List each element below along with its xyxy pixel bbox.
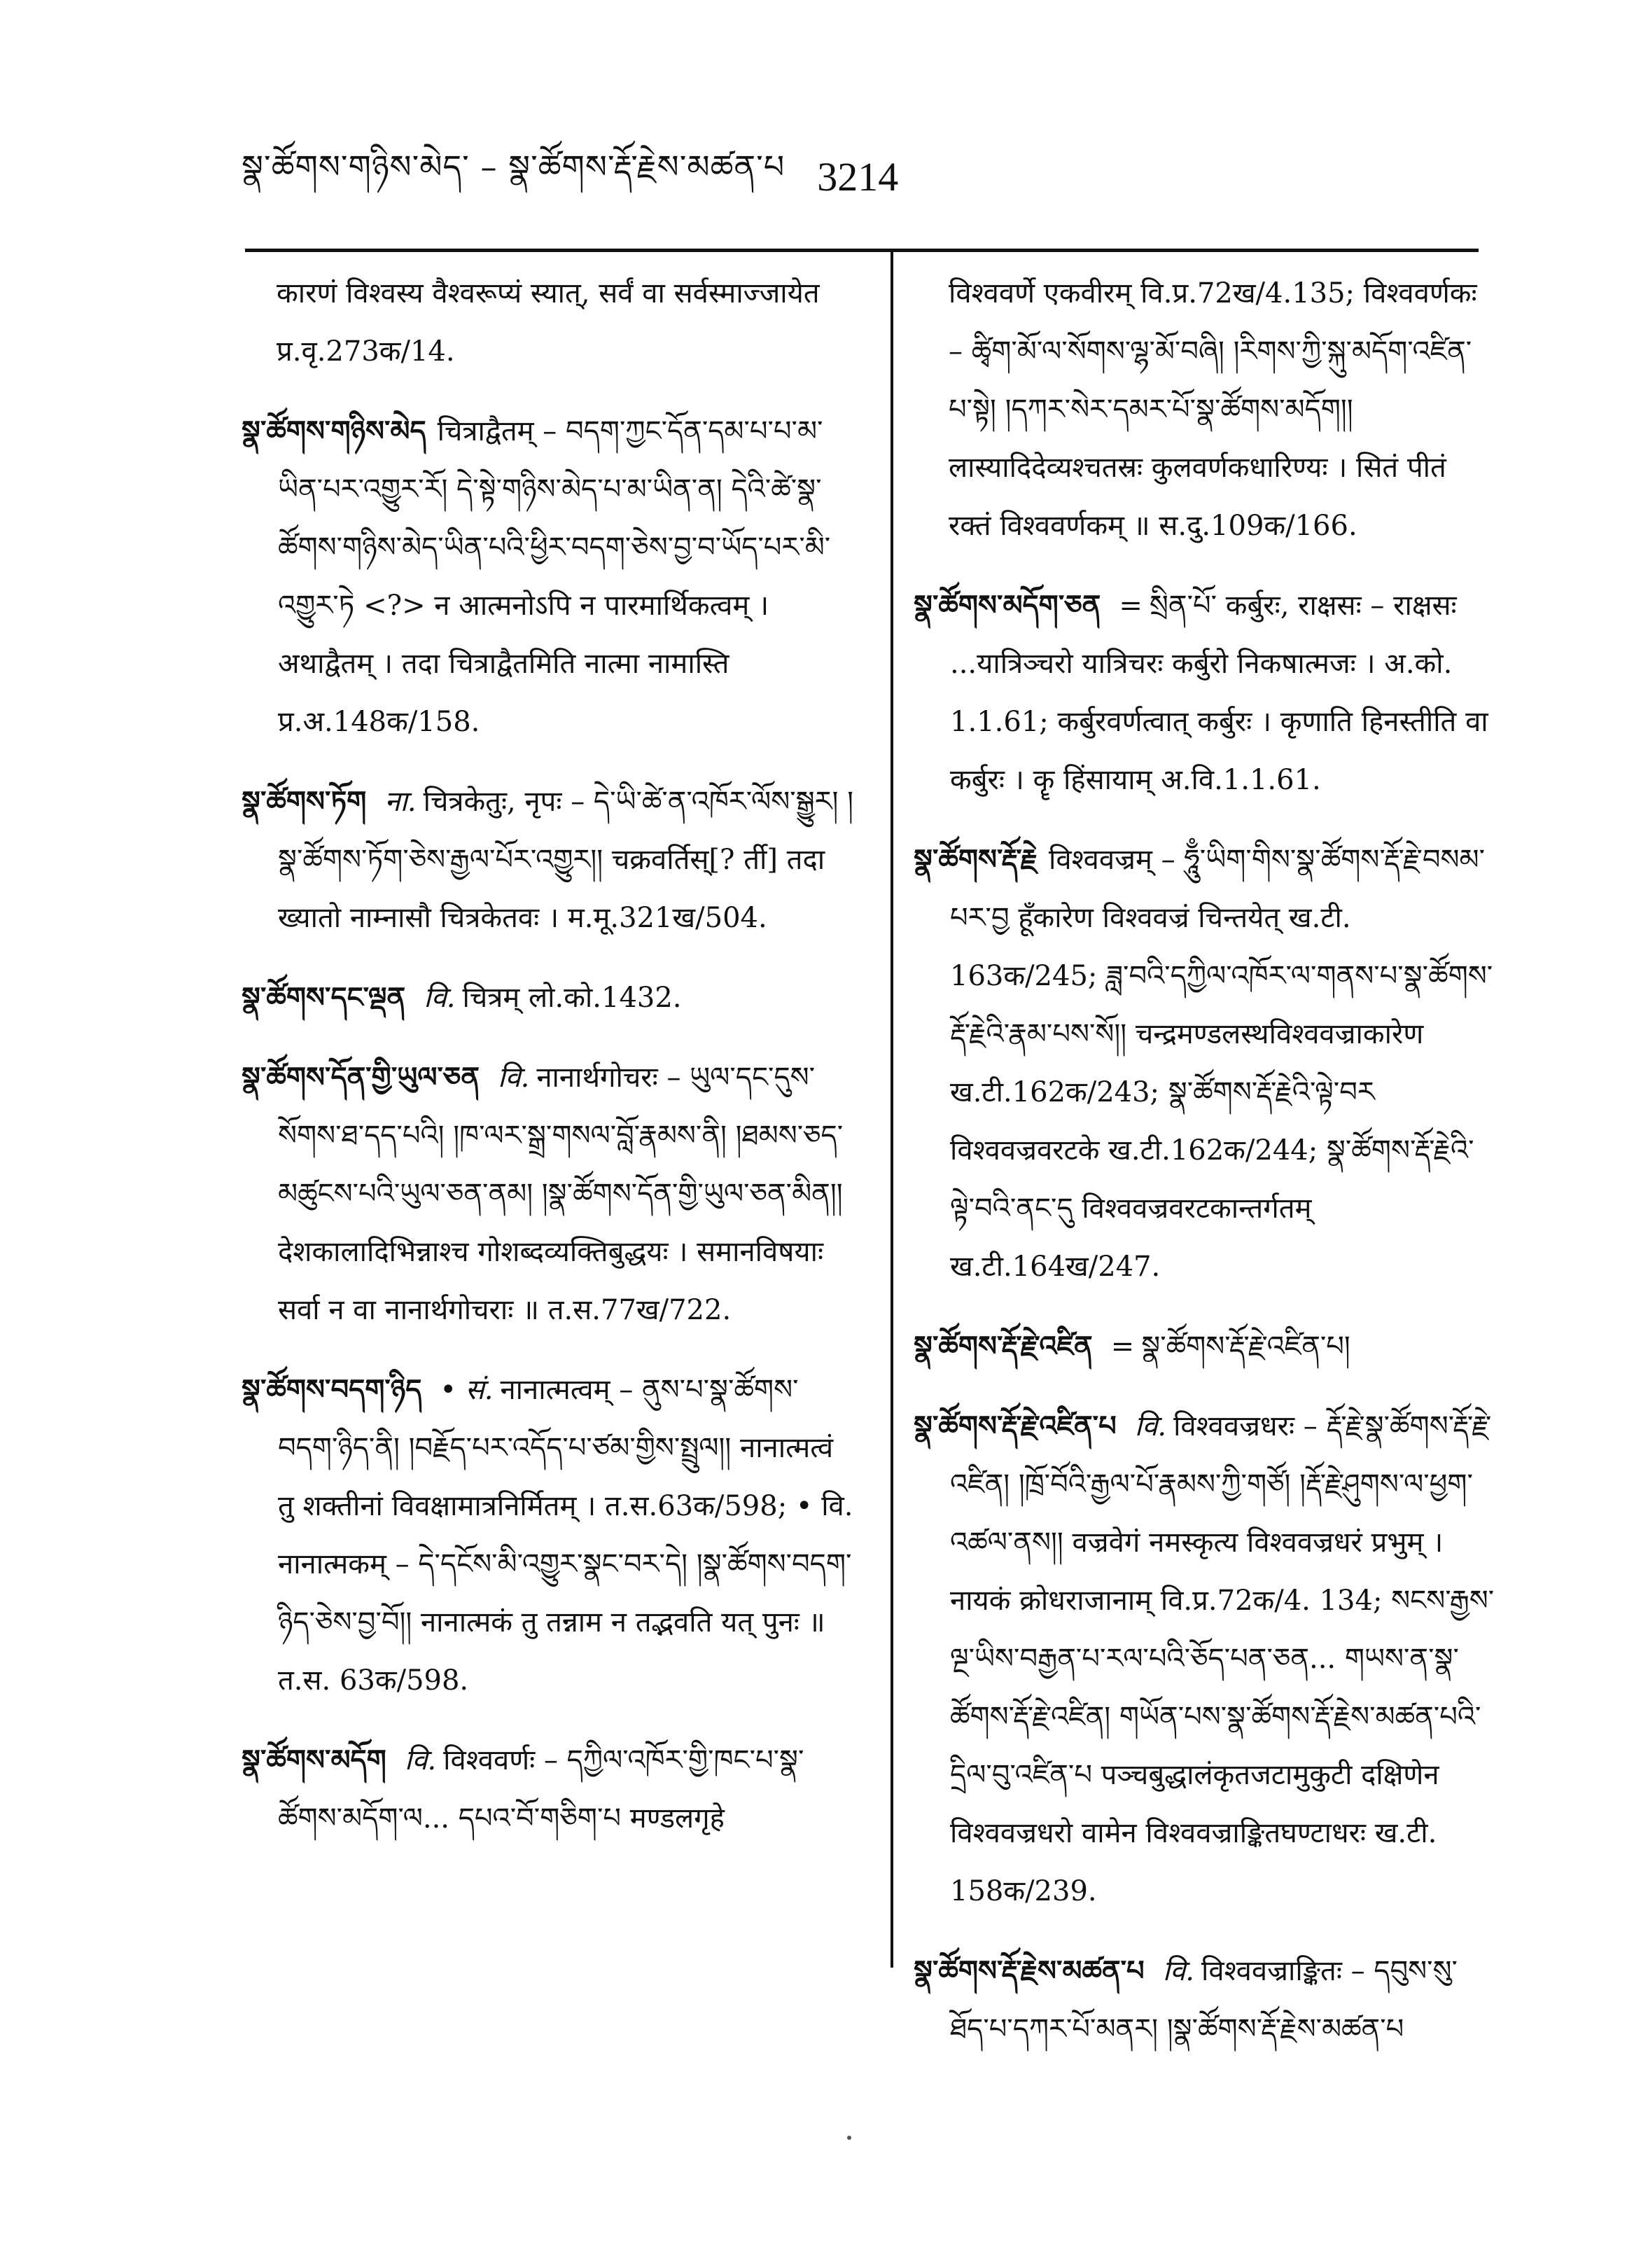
entry-definition: विश्ववर्णः – དཀྱིལ་འཁོར་གྱི་ཁང་པ་སྣ་ཚོགས་མདོག་ལ... དཔའ་བོ་གཅིག་པ मण्डलगृहे <box>278 1744 804 1835</box>
headword: སྣ་ཚོགས་གཉིས་མེད <box>242 415 426 447</box>
entry-definition: སྲིན་པོ་ कर्बुरः, राक्षसः – राक्षसः ...यात्रिञ्चरो यात्रिचरः कर्बुरो निकषात्मजः । अ.को. 1.1.61; कर्बुरवर्णत्वात् कर्बुरः । कृणाति हिनस्तीति वा कर्बुरः । कॄ हिंसायाम् अ.वि.1.1.61. <box>950 590 1488 796</box>
dictionary-entry <box>914 830 1495 1296</box>
header-rule <box>245 249 1479 252</box>
entry-definition: कारणं विश्वस्य वैश्वरूप्यं स्यात्, सर्वं वा सर्वस्माज्जायेत प्र.वृ.273क/14. <box>277 277 820 368</box>
headword: སྣ་ཚོགས་རྡོ་རྗེ་འཛིན <box>914 1330 1093 1363</box>
dictionary-entry <box>242 265 858 381</box>
headword: སྣ་ཚོགས་ཏོག <box>242 785 367 818</box>
dictionary-entry <box>914 576 1495 809</box>
headword: སྣ་ཚོགས་མདོག་ཅན <box>914 589 1101 622</box>
headword: སྣ་ཚོགས་བདག་ཉིད <box>242 1373 422 1406</box>
headword: སྣ་ཚོགས་དོན་གྱི་ཡུལ་ཅན <box>242 1061 480 1094</box>
entry-definition: चित्रम् लो.को.1432. <box>462 982 682 1014</box>
grammar-label: ना. <box>384 786 417 818</box>
grammar-label: = <box>1110 1330 1135 1363</box>
entry-definition: नानात्मत्वम् – ནུས་པ་སྣ་ཚོགས་བདག་ཉིད་ནི། །བརྗོད་པར་འདོད་པ་ཙམ་གྱིས་སྤྲུལ།། नानात्मत्वं तु शक्तीनां विवक्षामात्रनिर्मितम् । त.स.63क/598; • वि. नानात्मकम् – དེ་དངོས་མི་འགྱུར་སྣང་བར་དེ། །སྣ་ཚོགས་བདག་ཉིད་ཅེས་བྱ་བོ།། नानात्मकं तु तन्नाम न तद्भवति यत् पुनः ॥ त.स. 63क/598. <box>278 1374 853 1697</box>
entry-definition: चित्रकेतुः, नृपः – དེ་ཡི་ཚེ་ན་འཁོར་ལོས་སྒྱུར། །སྣ་ཚོགས་ཏོག་ཅེས་རྒྱལ་པོར་འགྱུར།། चक्रवर्तिस्[? र्ती] तदा ख्यातो नाम्नासौ चित्रकेतवः । म.मू.321ख/504. <box>278 786 853 934</box>
entry-definition: चित्राद्वैतम् – བདག་ཀྱང་དོན་དམ་པ་པ་མ་ཡིན་པར་འགྱུར་རོ། དེ་སྟེ་གཉིས་མེད་པ་མ་ཡིན་ན། དེའི་ཚེ་སྣ་ཚོགས་གཉིས་མེད་ཡིན་པའི་ཕྱིར་བདག་ཅེས་བྱ་བ་ཡོད་པར་མི་འགྱུར་ཏེ <?> न आत्मनोऽपि न पारमार्थिकत्वम् । अथाद्वैतम् । तदा चित्राद्वैतमिति नात्मा नामास्ति प्र.अ.148क/158. <box>278 415 831 738</box>
dictionary-entry <box>914 1317 1495 1376</box>
entry-definition: नानार्थगोचरः – ཡུལ་དང་དུས་སོགས་ཐ་དད་པའི། །ཁ་ལར་སྒྲ་གསལ་བློ་རྣམས་ནི། །ཐམས་ཅད་མཚུངས་པའི་ཡུལ་ཅན་ནམ། །སྣ་ཚོགས་དོན་གྱི་ཡུལ་ཅན་མིན།། देशकालादिभिन्नाश्च गोशब्दव्यक्तिबुद्धयः । समानविषयाः सर्वा न वा नानार्थगोचराः ॥ त.स.77ख/722. <box>278 1062 844 1326</box>
running-head-words: སྣ་ཚོགས་གཉིས་མེད་ – སྣ་ཚོགས་རྡོ་རྗེས་མཚན་པ <box>242 147 785 186</box>
grammar-label: वि. <box>424 982 456 1014</box>
column-divider <box>891 252 893 1968</box>
dictionary-entry <box>242 968 858 1027</box>
dictionary-entry <box>242 402 858 751</box>
right-column <box>914 265 1495 2080</box>
entry-definition: विश्ववज्रधरः – རྡོ་རྗེ་སྣ་ཚོགས་རྡོ་རྗེ་འཛིན། །ཁྲོ་བོའི་རྒྱལ་པོ་རྣམས་ཀྱི་གཙོ། །རྡོ་རྗེ་ཤུགས་ལ་ཕྱག་འཚལ་ནས།། वज्रवेगं नमस्कृत्य विश्ववज्रधरं प्रभुम् । नायकं क्रोधराजानाम् वि.प्र.72क/4. 134; སངས་རྒྱས་ལྔ་ཡིས་བརྒྱན་པ་རལ་པའི་ཅོད་པན་ཅན... གཡས་ན་སྣ་ཚོགས་རྡོ་རྗེ་འཛིན། གཡོན་པས་སྣ་ཚོགས་རྡོ་རྗེས་མཚན་པའི་དྲིལ་བུ་འཛིན་པ पञ्चबुद्धालंकृतजटामुकुटी दक्षिणेन विश्ववज्रधरो वामेन विश्ववज्राङ्कितघण्टाधरः ख.टी. 158क/239. <box>950 1410 1495 1907</box>
dictionary-entry <box>242 1731 858 1848</box>
running-head <box>242 148 942 204</box>
grammar-label: वि. <box>498 1062 530 1094</box>
headword: སྣ་ཚོགས་དང་ལྡན <box>242 981 406 1014</box>
dictionary-entry <box>242 1361 858 1710</box>
entry-definition: विश्ववज्रम् – ཧཱུྃ་ཡིག་གིས་སྣ་ཚོགས་རྡོ་རྗེ་བསམ་པར་བྱ हूँकारेण विश्ववज्रं चिन्तयेत् ख.टी. 163क/245; ཟླ་བའི་དཀྱིལ་འཁོར་ལ་གནས་པ་སྣ་ཚོགས་རྡོ་རྗེའི་རྣམ་པས་སོ།། चन्द्रमण्डलस्थविश्ववज्राकारेण ख.टी.162क/243; སྣ་ཚོགས་རྡོ་རྗེའི་ལྟེ་བར विश्ववज्रवरटके ख.टी.162क/244; སྣ་ཚོགས་རྡོ་རྗེའི་ལྟེ་བའི་ནང་དུ विश्ववज्रवरटकान्तर्गतम् ख.टी.164ख/247. <box>950 844 1493 1283</box>
dictionary-entry <box>242 1048 858 1340</box>
dictionary-entry <box>914 1397 1495 1921</box>
grammar-label: वि. <box>404 1744 437 1776</box>
page-number: 3214 <box>817 153 899 200</box>
dictionary-entry <box>914 1942 1495 2059</box>
entry-definition: विश्ववर्णे एकवीरम् वि.प्र.72ख/4.135; विश्ववर्णकः – ཚྭིག་མོ་ལ་སོགས་ལྷ་མོ་བཞི། །རིགས་ཀྱི་སྐུ་མདོག་འཛིན་པ་སྟེ། །དཀར་སེར་དམར་པོ་སྣ་ཚོགས་མདོག།། लास्यादिदेव्यश्चतस्रः कुलवर्णकधारिण्यः । सितं पीतं रक्तं विश्ववर्णकम् ॥ स.दु.109क/166. <box>949 277 1477 542</box>
dictionary-entry <box>242 772 858 947</box>
headword: སྣ་ཚོགས་རྡོ་རྗེ་འཛིན་པ <box>914 1410 1117 1442</box>
stray-dot <box>847 2136 851 2140</box>
grammar-label: वि. <box>1162 1955 1195 1987</box>
grammar-label: • सं. <box>440 1374 494 1406</box>
grammar-label: वि. <box>1134 1410 1167 1442</box>
headword: སྣ་ཚོགས་རྡོ་རྗེ <box>914 843 1038 876</box>
headword: སྣ་ཚོགས་མདོག <box>242 1744 386 1776</box>
entry-definition: विश्ववज्राङ्कितः – དབུས་སུ་ཐོད་པ་དཀར་པོ་མནར། །སྣ་ཚོགས་རྡོ་རྗེས་མཚན་པ <box>950 1955 1458 2045</box>
grammar-label: = <box>1119 590 1143 622</box>
entry-definition: སྣ་ཚོགས་རྡོ་རྗེ་འཛིན་པ། <box>1141 1330 1350 1363</box>
dictionary-entry <box>914 265 1495 555</box>
headword: སྣ་ཚོགས་རྡོ་རྗེས་མཚན་པ <box>914 1954 1145 1987</box>
left-column <box>242 265 858 1869</box>
